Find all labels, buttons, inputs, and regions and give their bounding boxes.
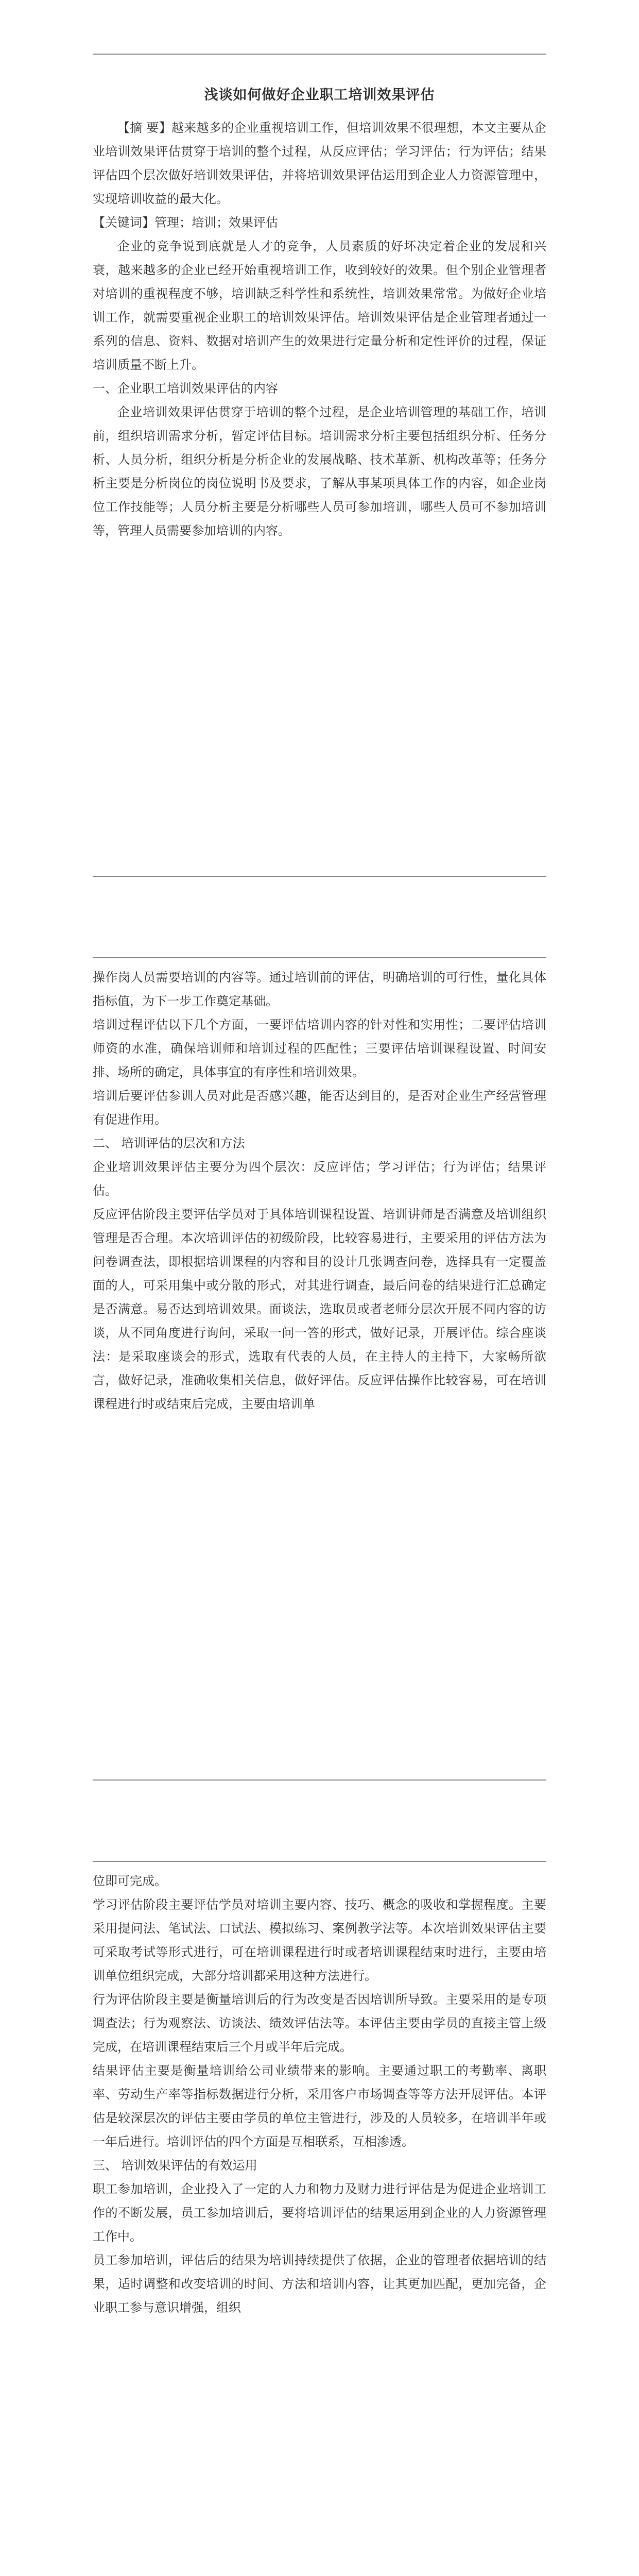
keywords-label: 【关键词】 — [93, 215, 154, 230]
body-paragraph: 结果评估主要是衡量培训给公司业绩带来的影响。主要通过职工的考勤率、离职率、劳动生产率等指标数据进行分析，采用客户市场调查等等方法开展评估。本评估是较深层次的评估主要由学员的单位主管进行，涉及的人员较多，在培训半年或一年后进行。培训评估的四个方面是互相联系，互相渗透。 — [93, 2063, 546, 2149]
document-title: 浅谈如何做好企业职工培训效果评估 — [204, 87, 435, 103]
keywords-paragraph — [93, 211, 546, 234]
body-paragraph: 员工参加培训，评估后的结果为培训持续提供了依据，企业的管理者依据培训的结果，适时调整和改变培训的时间、方法和培训内容，让其更加匹配，更加完备，企业职工参与意识增强，组织 — [93, 2253, 546, 2315]
page-bottom-rule — [93, 1780, 546, 1781]
document-page-1 — [0, 0, 639, 904]
keywords-text: 管理；培训；效果评估 — [154, 215, 278, 230]
abstract-paragraph — [93, 116, 546, 211]
body-paragraph: 职工参加培训，企业投入了一定的人力和物力及财力进行评估是为促进企业培训工作的不断发展，员工参加培训后，要将培训评估的结果运用到企业的人力资源管理工作中。 — [93, 2182, 546, 2244]
page-top-rule — [93, 957, 546, 958]
body-paragraph: 操作岗人员需要培训的内容等。通过培训前的评估，明确培训的可行性，量化具体指标值，为下一步工作奠定基础。 — [93, 970, 546, 1008]
body-paragraph: 位即可完成。 — [93, 1874, 167, 1888]
body-paragraph: 培训后要评估参训人员对此是否感兴趣，能否达到目的，是否对企业生产经营管理有促进作用。 — [93, 1089, 546, 1127]
page-top-rule — [93, 54, 546, 55]
page-top-rule — [93, 1861, 546, 1862]
section-heading: 三、 培训效果评估的有效运用 — [93, 2158, 257, 2173]
page-bottom-rule — [93, 876, 546, 877]
body-paragraph: 反应评估阶段主要评估学员对于具体培训课程设置、培训讲师是否满意及培训组织管理是否合理。本次培训评估的初级阶段，比较容易进行，主要采用的评估方法为问卷调查法，即根据培训课程的内容和目的设计几张调查问卷，选择具有一定覆盖面的人，可采用集中或分散的形式，对其进行调查，最后问卷的结果进行汇总确定是否满意。易否达到培训效果。面谈法，选取员或者老师分层次开展不同内容的访谈，从不同角度进行询问，采取一问一答的形式，做好记录，开展评估。综合座谈法：是采取座谈会的形式，选取有代表的人员，在主持人的主持下，大家畅所欲言，做好记录，准确收集相关信息，做好评估。反应评估操作比较容易，可在培训课程进行时或结束后完成，主要由培训单 — [93, 1207, 546, 1411]
abstract-label: 【摘 要】 — [117, 121, 172, 135]
section-heading: 一、企业职工培训效果评估的内容 — [93, 381, 278, 396]
body-paragraph: 行为评估阶段主要是衡量培训后的行为改变是否因培训所导致。主要采用的是专项调查法；行为观察法、访谈法、绩效评估法等。本评估主要由学员的直接主管上级完成，在培训课程结束后三个月或半年后完成。 — [93, 1992, 546, 2054]
body-paragraph: 企业的竞争说到底就是人才的竞争，人员素质的好坏决定着企业的发展和兴衰，越来越多的企业已经开始重视培训工作，收到较好的效果。但个别企业管理者对培训的重视程度不够，培训缺乏科学性和系统性，培训效果常常。为做好企业培训工作，就需要重视企业职工的培训效果评估。培训效果评估是企业管理者通过一系列的信息、资料、数据对培训产生的效果进行定量分析和定性评价的过程，保证培训质量不断上升。 — [93, 239, 546, 372]
document-page-3 — [0, 1807, 639, 2576]
section-heading: 二、 培训评估的层次和方法 — [93, 1136, 245, 1150]
body-paragraph: 学习评估阶段主要评估学员对培训主要内容、技巧、概念的吸收和掌握程度。主要采用提问法、笔试法、口试法、模拟练习、案例教学法等。本次培训效果评估主要可采取考试等形式进行，可在培训课程进行时或者培训课程结束时进行，主要由培训单位组织完成，大部分培训都采用这种方法进行。 — [93, 1897, 546, 1983]
body-paragraph: 培训过程评估以下几个方面，一要评估培训内容的针对性和实用性；二要评估培训师资的水准，确保培训师和培训过程的匹配性；三要评估培训课程设置、时间安排、场所的确定，具体事宜的有序性和培训效果。 — [93, 1018, 546, 1079]
body-paragraph: 企业培训效果评估主要分为四个层次：反应评估；学习评估；行为评估；结果评估。 — [93, 1160, 546, 1198]
document-page-2 — [0, 904, 639, 1807]
body-paragraph: 企业培训效果评估贯穿于培训的整个过程，是企业培训管理的基础工作，培训前，组织培训需求分析，暂定评估目标。培训需求分析主要包括组织分析、任务分析、人员分析，组织分析是分析企业的发展战略、技术革新、机构改革等；任务分析主要是分析岗位的岗位说明书及要求，了解从事某项具体工作的内容，如企业岗位工作技能等；人员分析主要是分析哪些人员可参加培训，哪些人员可不参加培训等，管理人员需要参加培训的内容。 — [93, 405, 546, 538]
abstract-text: 越来越多的企业重视培训工作，但培训效果不很理想，本文主要从企业培训效果评估贯穿于培训的整个过程，从反应评估；学习评估；行为评估；结果评估四个层次做好培训效果评估，并将培训效果评估运用到企业人力资源管理中，实现培训收益的最大化。 — [93, 121, 546, 206]
